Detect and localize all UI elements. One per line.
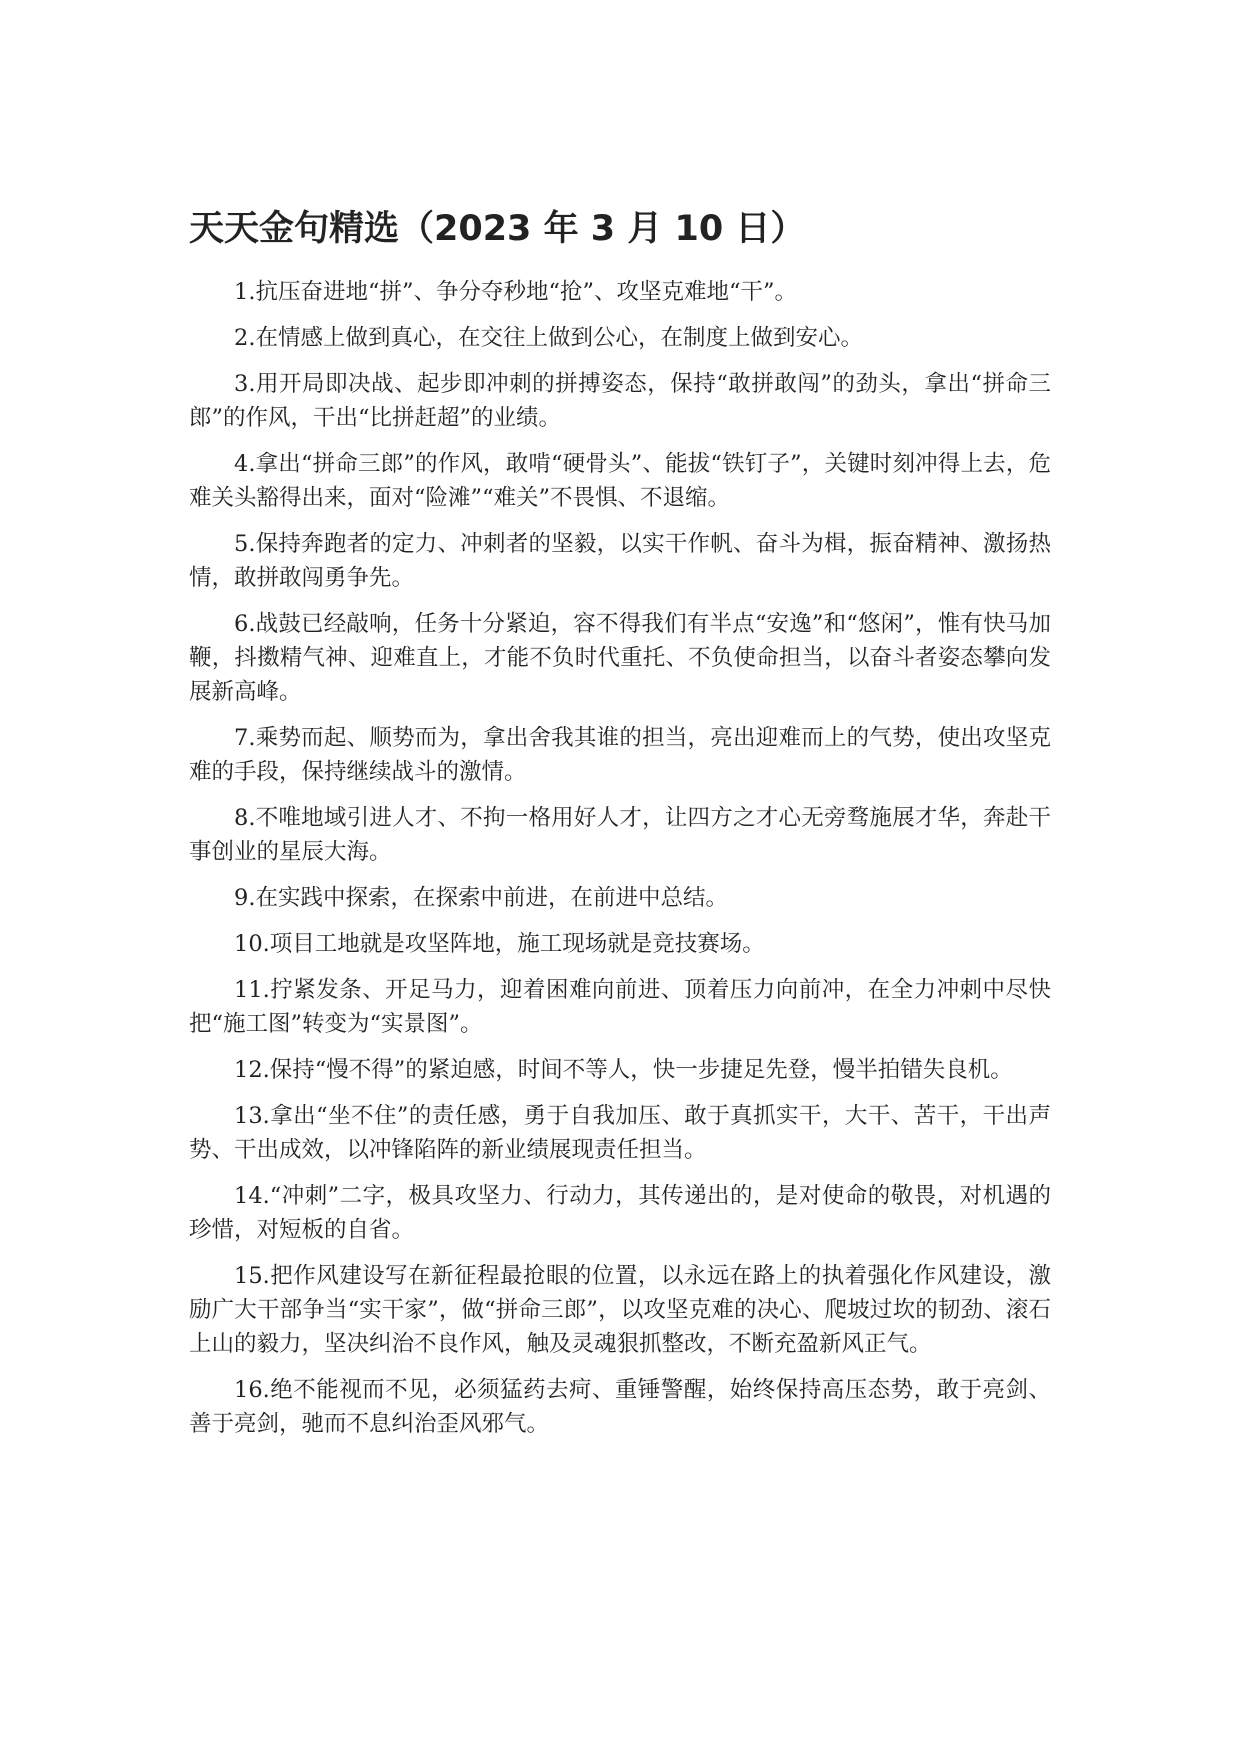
quote-item-10: 10.项目工地就是攻坚阵地，施工现场就是竞技赛场。 (234, 931, 765, 957)
document-title: 天天金句精选（2023 年 3 月 10 日） (189, 209, 806, 249)
quote-item-3: 3.用开局即决战、起步即冲刺的拼搏姿态，保持“敢拼敢闯”的劲头，拿出“拼命三郎”的作风，干出“比拼赶超”的业绩。 (189, 371, 1051, 431)
quote-item-13: 13.拿出“坐不住”的责任感，勇于自我加压、敢于真抓实干，大干、苦干，干出声势、干出成效，以冲锋陷阵的新业绩展现责任担当。 (189, 1103, 1051, 1163)
document-body (189, 275, 1051, 1453)
quote-item-9: 9.在实践中探索，在探索中前进，在前进中总结。 (234, 885, 728, 911)
quote-item-14: 14.“冲刺”二字，极具攻坚力、行动力，其传递出的，是对使命的敬畏，对机遇的珍惜，对短板的自省。 (189, 1183, 1051, 1243)
quote-item-1: 1.抗压奋进地“拼”、争分夺秒地“抢”、攻坚克难地“干”。 (234, 279, 797, 305)
quote-item-4: 4.拿出“拼命三郎”的作风，敢啃“硬骨头”、能拔“铁钉子”，关键时刻冲得上去，危难关头豁得出来，面对“险滩”“难关”不畏惧、不退缩。 (189, 451, 1051, 511)
quote-item-2: 2.在情感上做到真心，在交往上做到公心，在制度上做到安心。 (234, 325, 863, 351)
quote-item-6: 6.战鼓已经敲响，任务十分紧迫，容不得我们有半点“安逸”和“悠闲”，惟有快马加鞭，抖擞精气神、迎难直上，才能不负时代重托、不负使命担当，以奋斗者姿态攀向发展新高峰。 (189, 611, 1051, 705)
quote-item-5: 5.保持奔跑者的定力、冲刺者的坚毅，以实干作帆、奋斗为楫，振奋精神、激扬热情，敢拼敢闯勇争先。 (189, 531, 1051, 591)
quote-item-11: 11.拧紧发条、开足马力，迎着困难向前进、顶着压力向前冲，在全力冲刺中尽快把“施工图”转变为“实景图”。 (189, 977, 1051, 1037)
quote-item-12: 12.保持“慢不得”的紧迫感，时间不等人，快一步捷足先登，慢半拍错失良机。 (234, 1057, 1013, 1083)
quote-item-8: 8.不唯地域引进人才、不拘一格用好人才，让四方之才心无旁骛施展才华，奔赴干事创业的星辰大海。 (189, 805, 1051, 865)
quote-item-16: 16.绝不能视而不见，必须猛药去疴、重锤警醒，始终保持高压态势，敢于亮剑、善于亮剑，驰而不息纠治歪风邪气。 (189, 1377, 1051, 1437)
quote-item-15: 15.把作风建设写在新征程最抢眼的位置，以永远在路上的执着强化作风建设，激励广大干部争当“实干家”，做“拼命三郎”，以攻坚克难的决心、爬坡过坎的韧劲、滚石上山的毅力，坚决纠治不良作风，触及灵魂狠抓整改，不断充盈新风正气。 (189, 1263, 1051, 1357)
quote-item-7: 7.乘势而起、顺势而为，拿出舍我其谁的担当，亮出迎难而上的气势，使出攻坚克难的手段，保持继续战斗的激情。 (189, 725, 1051, 785)
